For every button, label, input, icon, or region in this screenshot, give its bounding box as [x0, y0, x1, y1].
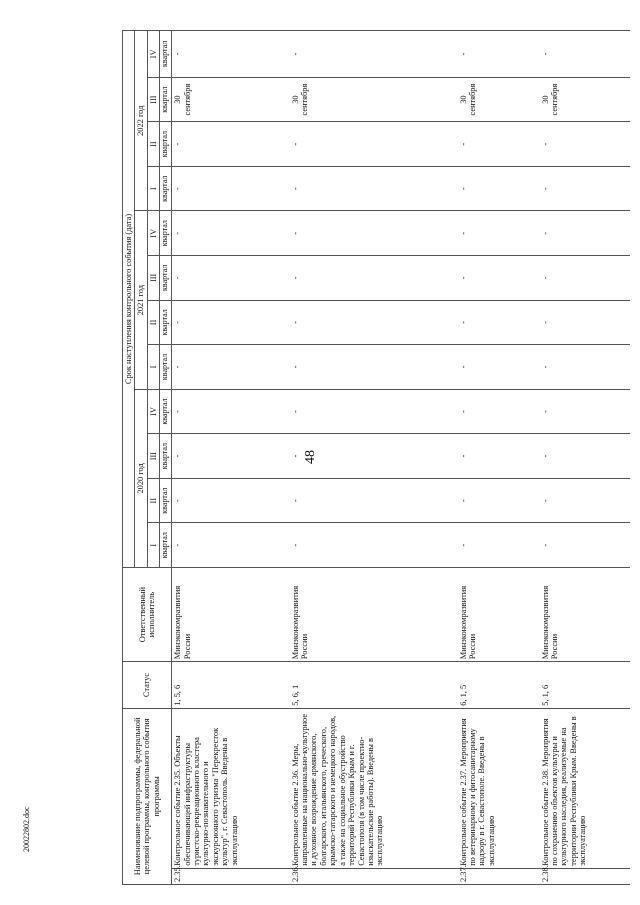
- deadline-group-header: Срок наступления контрольного события (дата): [123, 31, 135, 568]
- quarter-label: квартал: [160, 77, 172, 122]
- quarter-cell: -: [458, 256, 540, 301]
- row-number: 2.36.: [290, 868, 458, 884]
- quarter-cell: -: [458, 31, 540, 78]
- quarter-label: квартал: [160, 31, 172, 78]
- table-row: [540, 31, 630, 885]
- name-column-header: Наименование подпрограммы, федеральной целевой программы, контрольного события программы: [123, 708, 172, 884]
- quarter-label: квартал: [160, 122, 172, 167]
- quarter-cell: -: [458, 523, 540, 568]
- deadline-date: 30 сентября: [458, 77, 540, 122]
- executor-cell: Минэкономразвития России: [290, 568, 458, 662]
- quarter-cell: -: [540, 31, 630, 78]
- event-name: Контрольное событие 2.36. Меры, направленные на национально-культурное и духовное возрождение армянского, болгарского, итальянского, греческого, крымско-татарского и немецкого народов, а также на социальное обустройство территорий Республики Крым и г. Севастополя (в том числе проектно-изыскательские работы). Введены в эксплуатацию: [290, 708, 458, 868]
- row-number: 2.38.: [540, 868, 630, 884]
- quarter-label: квартал: [160, 523, 172, 568]
- quarter-cell: -: [172, 389, 290, 434]
- quarter-cell: -: [290, 122, 458, 167]
- quarter-cell: -: [290, 523, 458, 568]
- quarter-cell: -: [290, 434, 458, 479]
- quarter-cell: -: [540, 434, 630, 479]
- year-header: 2021 год: [135, 211, 147, 389]
- quarter-cell: -: [458, 300, 540, 345]
- quarter-cell: -: [540, 478, 630, 523]
- quarter-cell: -: [172, 345, 290, 390]
- quarter-label: квартал: [160, 345, 172, 390]
- executor-cell: Минэкономразвития России: [172, 568, 290, 662]
- quarter-number: I: [147, 523, 159, 568]
- event-name: Контрольное событие 2.35. Объекты обеспечивающей инфраструктуры туристско-рекреационного кластера культурно-познавательного и экскурсионного туризма "Перекресток культур", г. Севастополь. Введены в эксплуатацию: [172, 708, 290, 868]
- quarter-number: III: [147, 77, 159, 122]
- file-name-footer: 20022802.doc: [22, 806, 31, 852]
- quarter-cell: -: [290, 31, 458, 78]
- quarter-number: I: [147, 166, 159, 211]
- quarter-number: II: [147, 122, 159, 167]
- quarter-cell: -: [540, 211, 630, 256]
- deadline-date: 30 сентября: [290, 77, 458, 122]
- status-cell: 5, 6, 1: [290, 662, 458, 709]
- control-events-table: [122, 30, 630, 885]
- quarter-number: I: [147, 345, 159, 390]
- quarter-cell: -: [172, 523, 290, 568]
- row-number: 2.35.: [172, 868, 290, 884]
- quarter-cell: -: [172, 478, 290, 523]
- quarter-cell: -: [172, 31, 290, 78]
- deadline-date: 30 сентября: [540, 77, 630, 122]
- quarter-label: квартал: [160, 434, 172, 479]
- quarter-cell: -: [172, 256, 290, 301]
- row-number: 2.37.: [458, 868, 540, 884]
- quarter-cell: -: [540, 523, 630, 568]
- quarter-label: квартал: [160, 300, 172, 345]
- status-cell: 5, 1, 6: [540, 662, 630, 709]
- year-header: 2022 год: [135, 31, 147, 212]
- executor-cell: Минэкономразвития России: [540, 568, 630, 662]
- quarter-label: квартал: [160, 256, 172, 301]
- quarter-cell: -: [290, 389, 458, 434]
- quarter-cell: -: [540, 256, 630, 301]
- quarter-cell: -: [540, 300, 630, 345]
- status-column-header: Статус: [123, 662, 172, 709]
- quarter-cell: -: [172, 166, 290, 211]
- status-cell: 1, 5, 6: [172, 662, 290, 709]
- quarter-cell: -: [290, 211, 458, 256]
- deadline-date: 30 сентября: [172, 77, 290, 122]
- quarter-cell: -: [290, 256, 458, 301]
- quarter-cell: -: [172, 122, 290, 167]
- quarter-cell: -: [172, 434, 290, 479]
- quarter-label: квартал: [160, 166, 172, 211]
- quarter-number: IV: [147, 389, 159, 434]
- quarter-label: квартал: [160, 389, 172, 434]
- quarter-cell: -: [290, 478, 458, 523]
- quarter-cell: -: [540, 166, 630, 211]
- table-sheet: [122, 30, 632, 885]
- quarter-cell: -: [290, 300, 458, 345]
- quarter-label: квартал: [160, 478, 172, 523]
- quarter-cell: -: [172, 300, 290, 345]
- quarter-cell: -: [540, 122, 630, 167]
- status-cell: 6, 1, 5: [458, 662, 540, 709]
- quarter-cell: -: [172, 211, 290, 256]
- quarter-label: квартал: [160, 211, 172, 256]
- quarter-cell: -: [458, 434, 540, 479]
- table-row: [290, 31, 458, 885]
- quarter-cell: -: [540, 345, 630, 390]
- quarter-number: II: [147, 478, 159, 523]
- table-row: [172, 31, 290, 885]
- quarter-cell: -: [290, 166, 458, 211]
- quarter-number: IV: [147, 211, 159, 256]
- page-number: 48: [303, 450, 318, 464]
- table-row: [458, 31, 540, 885]
- event-name: Контрольное событие 2.38. Мероприятия по сохранению объектов культуры и культурного наследия, реализуемые на территории Республики Крым. Введены в эксплуатацию: [540, 708, 630, 868]
- quarter-cell: -: [540, 389, 630, 434]
- quarter-cell: -: [290, 345, 458, 390]
- quarter-cell: -: [458, 166, 540, 211]
- quarter-cell: -: [458, 389, 540, 434]
- event-name: Контрольное событие 2.37. Мероприятия по ветеринарному и фитосанитарному надзору в г. Севастополе. Введены в эксплуатацию: [458, 708, 540, 868]
- executor-column-header: Ответственный исполнитель: [123, 568, 172, 662]
- executor-cell: Минэкономразвития России: [458, 568, 540, 662]
- quarter-number: IV: [147, 31, 159, 78]
- quarter-number: II: [147, 300, 159, 345]
- quarter-cell: -: [458, 478, 540, 523]
- quarter-number: III: [147, 434, 159, 479]
- quarter-cell: -: [458, 345, 540, 390]
- quarter-number: III: [147, 256, 159, 301]
- year-header: 2020 год: [135, 389, 147, 567]
- quarter-cell: -: [458, 122, 540, 167]
- quarter-cell: -: [458, 211, 540, 256]
